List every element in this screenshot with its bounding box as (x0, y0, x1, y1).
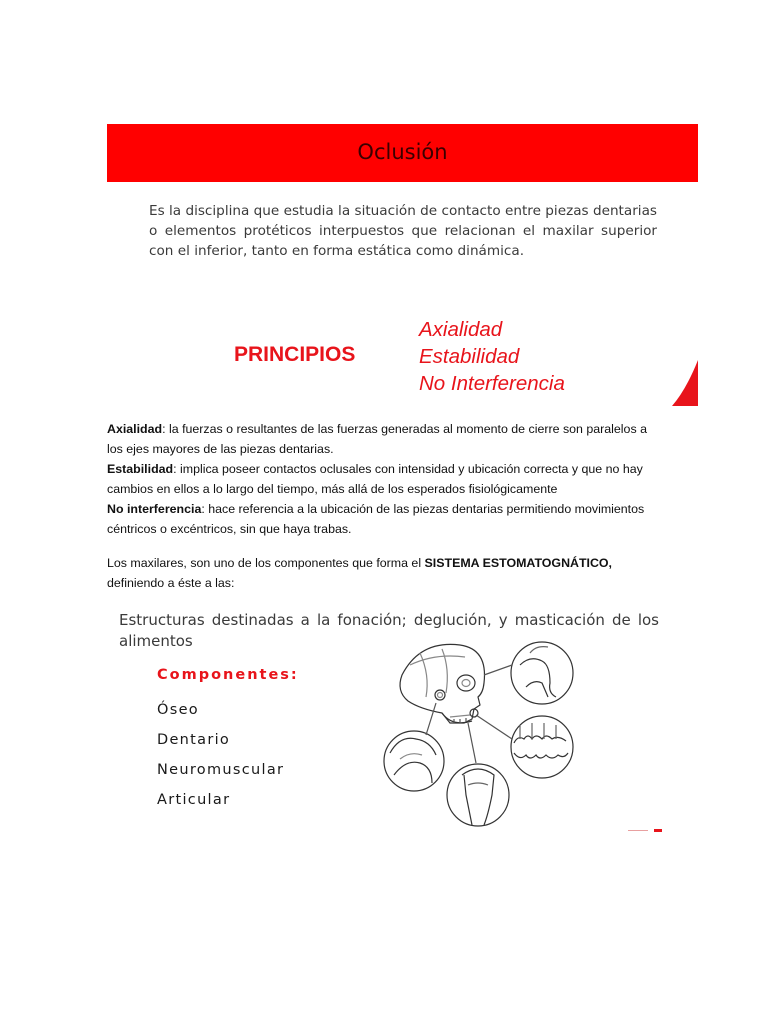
footer-accent-line (628, 829, 662, 832)
principios-heading: PRINCIPIOS (234, 343, 356, 366)
componente-articular: Articular (157, 792, 231, 808)
maxilares-text-end: definiendo a éste a las: (107, 576, 235, 590)
definition-axialidad (107, 419, 655, 459)
definition-estabilidad (107, 459, 655, 499)
page-title: Oclusión (357, 140, 448, 164)
maxilares-text-start: Los maxilares, son uno de los componentes que forma el (107, 556, 425, 570)
principles-list (419, 316, 565, 397)
componente-neuromuscular: Neuromuscular (157, 762, 285, 778)
sistema-estomatognatico: SISTEMA ESTOMATOGNÁTICO, (424, 556, 613, 570)
term-description: : hace referencia a la ubicación de las piezas dentarias permitiendo movimientos céntricos o excéntricos, sin que haya trabas. (107, 502, 645, 536)
principle-item-axialidad: Axialidad (419, 318, 503, 341)
componente-oseo: Óseo (157, 702, 199, 718)
title-banner (107, 124, 698, 182)
definition-paragraph: Es la disciplina que estudia la situación de contacto entre piezas dentarias o elementos protéticos interpuestos que relacionan el maxilar superior con el inferior, tanto en forma estática como dinámica. (149, 203, 657, 259)
term-label: No interferencia (107, 502, 202, 516)
corner-triangle-decoration (672, 360, 698, 406)
componente-dentario: Dentario (157, 732, 231, 748)
definition-no-interferencia (107, 499, 655, 539)
principle-item-estabilidad: Estabilidad (419, 345, 520, 368)
term-description: : implica poseer contactos oclusales con intensidad y ubicación correcta y que no hay cambios en ellos a lo largo del tiempo, más allá de los esperados fisiológicamente (107, 462, 643, 496)
maxilares-paragraph (107, 553, 667, 593)
term-label: Estabilidad (107, 462, 174, 476)
term-description: : la fuerzas o resultantes de las fuerzas generadas al momento de cierre son paralelos a los ejes mayores de las piezas dentarias. (107, 422, 647, 456)
componentes-heading: Componentes: (157, 667, 299, 683)
skull-anatomy-illustration (380, 635, 580, 830)
principle-item-no-interferencia: No Interferencia (419, 372, 565, 395)
estructuras-paragraph: Estructuras destinadas a la fonación; deglución, y masticación de los alimentos (119, 611, 659, 650)
componentes-list (157, 695, 284, 815)
term-label: Axialidad (107, 422, 163, 436)
principles-definitions (107, 419, 655, 539)
